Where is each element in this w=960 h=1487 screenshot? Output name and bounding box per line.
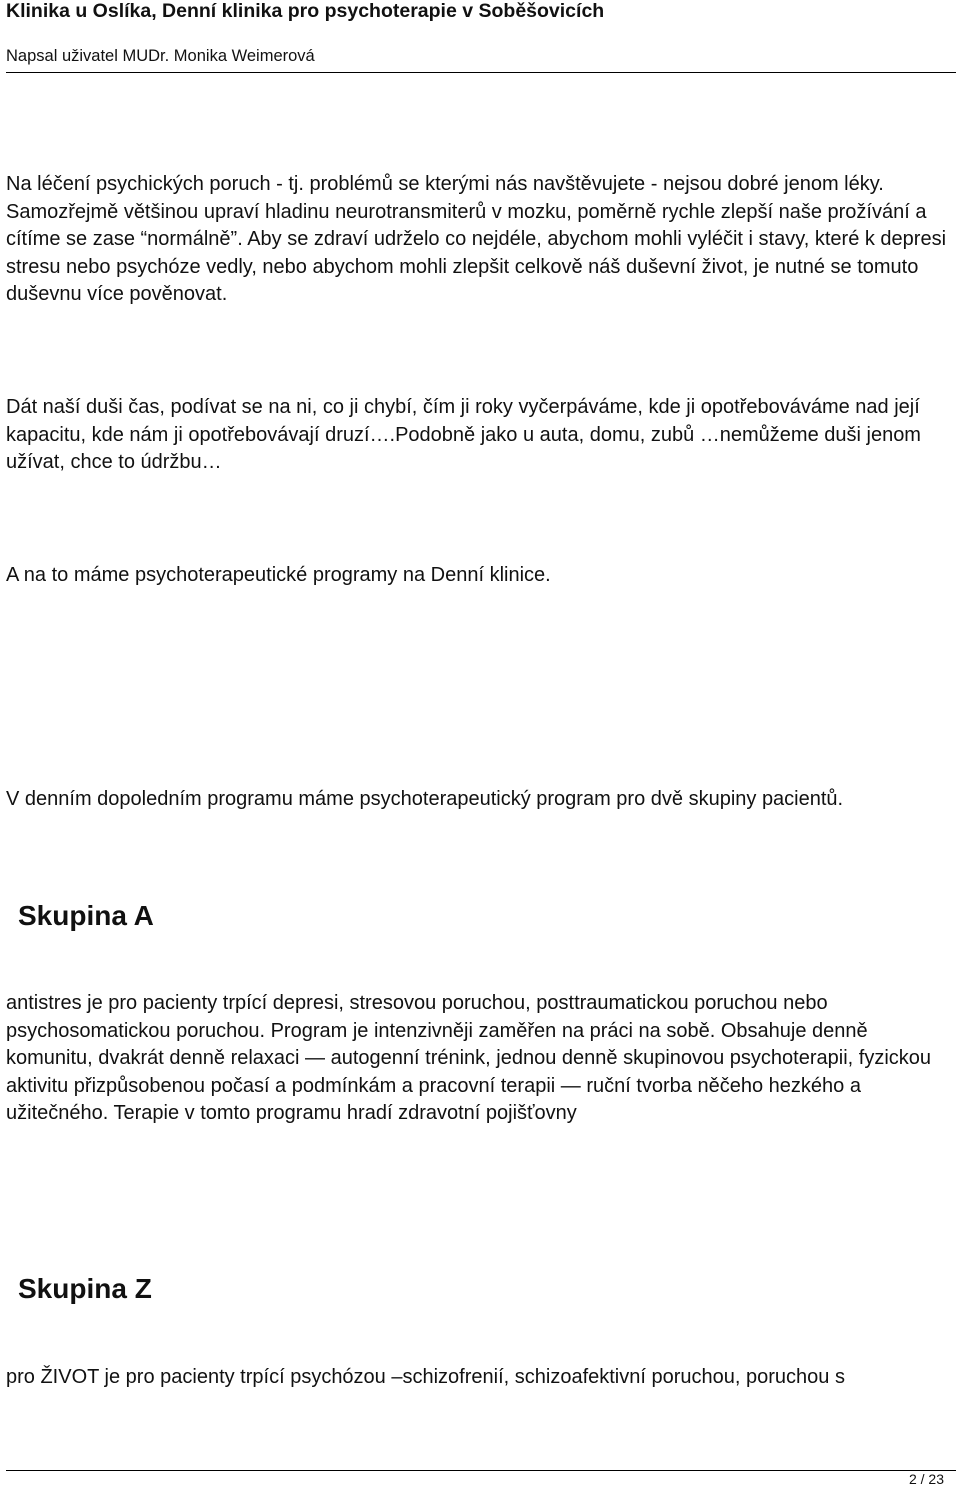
- skupina-z-description: pro ŽIVOT je pro pacienty trpící psychózou –schizofrenií, schizoafektivní poruchou, poruchou s: [6, 1366, 845, 1388]
- intro-paragraph: Na léčení psychických poruch - tj. problémů se kterými nás navštěvujete - nejsou dobré jenom léky. Samozřejmě většinou upraví hladinu neurotransmiterů v mozku, poměrně rychle zlepší naše prožívání a cítíme se zase “normálně”. Aby se zdraví udrželo co nejdéle, abychom mohli vyléčit i stavy, které k depresi stresu nebo psychóze vedly, nebo abychom mohli zlepšit celkově náš duševní život, je nutné se tomuto duševnu více pověnovat.: [6, 173, 947, 306]
- page-header: [6, 0, 956, 73]
- page-number: 2 / 23: [908, 1471, 944, 1487]
- site-title: Klinika u Oslíka, Denní klinika pro psychoterapie v Soběšovicích: [6, 0, 605, 22]
- section-heading-skupina-a: Skupina A: [18, 900, 154, 931]
- soul-care-paragraph: Dát naší duši čas, podívat se na ni, co ji chybí, čím ji roky vyčerpáváme, kde ji opotřebováváme nad její kapacitu, kde nám ji opotřebovávají druzí….Podobně jako u auta, domu, zubů …nemůžeme duši jenom užívat, chce to údržbu…: [6, 396, 921, 474]
- section-heading-skupina-z: Skupina Z: [18, 1273, 152, 1304]
- skupina-a-description: antistres je pro pacienty trpící depresi, stresovou poruchou, posttraumatickou poruchou nebo psychosomatickou poruchou. Program je intenzivněji zaměřen na práci na sobě. Obsahuje denně komunitu, dvakrát denně relaxaci — autogenní trénink, jednou denně skupinovou psychoterapii, fyzickou aktivitu přizpůsobenou počasí a podmínkám a pracovní terapii — ruční tvorba něčeho hezkého a užitečného. Terapie v tomto programu hradí zdravotní pojišťovny: [6, 992, 932, 1125]
- author-byline: Napsal uživatel MUDr. Monika Weimerová: [6, 47, 315, 65]
- programs-paragraph: A na to máme psychoterapeutické programy na Denní klinice.: [6, 564, 551, 586]
- morning-program-paragraph: V denním dopoledním programu máme psychoterapeutický program pro dvě skupiny pacientů.: [6, 788, 844, 810]
- footer-divider: [6, 1470, 956, 1471]
